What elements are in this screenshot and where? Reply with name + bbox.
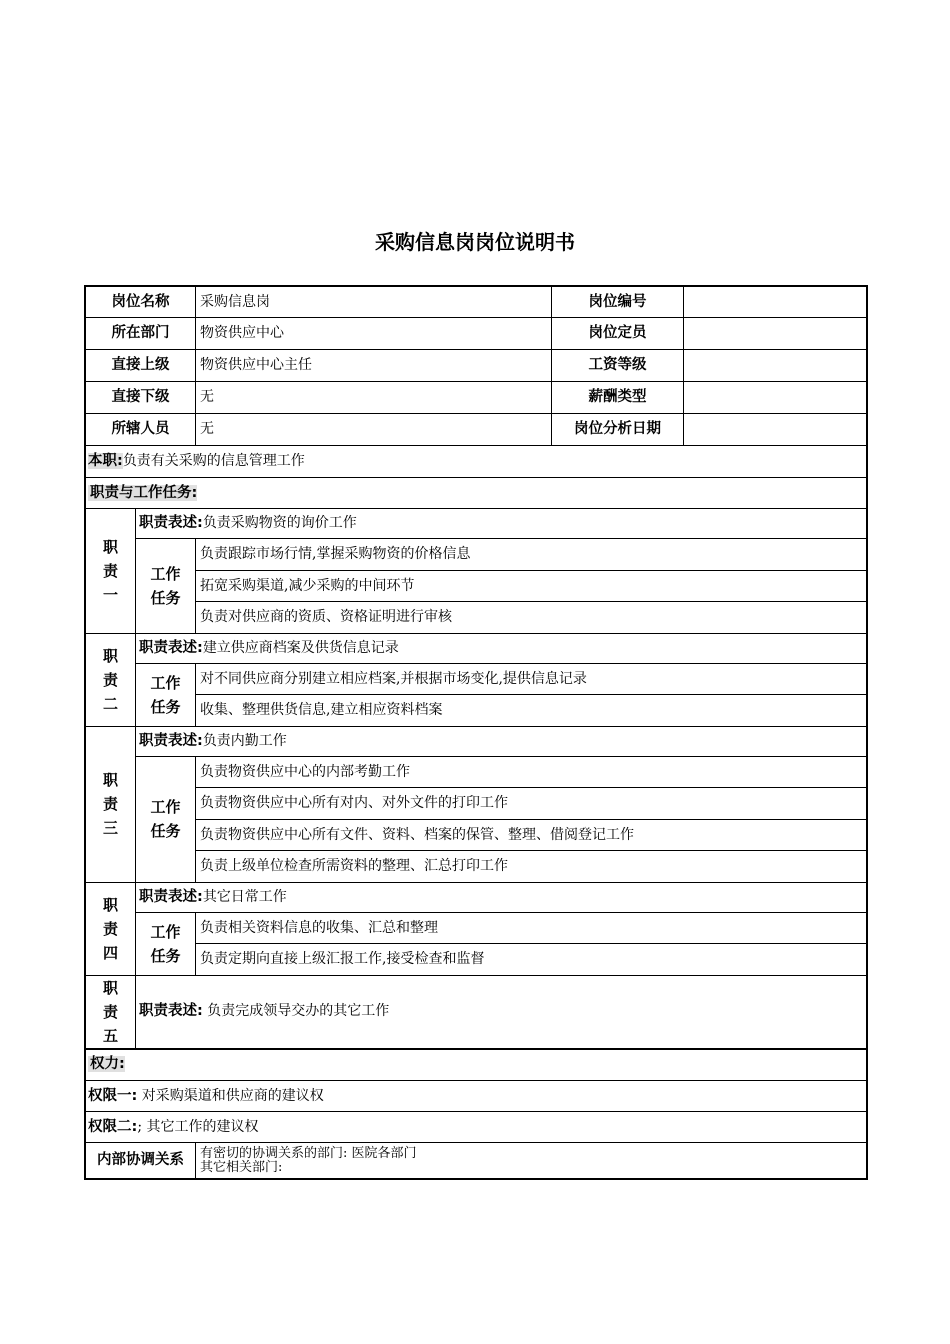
table-row (86, 350, 867, 382)
core-duty-label: 本职: (88, 453, 123, 470)
table-row (86, 819, 867, 851)
task-item: 负责物资供应中心所有对内、对外文件的打印工作 (196, 788, 867, 820)
table-row (86, 663, 867, 695)
table-row (86, 602, 867, 634)
task-label-line: 任务 (150, 822, 181, 840)
table-row (86, 1143, 867, 1179)
table-row (86, 851, 867, 883)
task-label-line: 任务 (150, 946, 181, 965)
power-header-label: 权力: (90, 1056, 125, 1073)
power-header (86, 1049, 867, 1081)
table-row (86, 414, 867, 446)
duty-name-char: 责 (102, 1002, 118, 1021)
duty-description (136, 509, 867, 539)
duty-name (86, 633, 136, 726)
field-label: 所辖人员 (86, 414, 196, 446)
coord-value (196, 1143, 867, 1179)
duty-name-char: 三 (102, 819, 118, 837)
power-label: 权限二: (88, 1118, 138, 1135)
duty-name-char: 责 (102, 919, 118, 938)
page-title: 采购信息岗岗位说明书 (375, 230, 575, 254)
field-value (684, 318, 867, 350)
core-duty (86, 446, 867, 478)
table-row (86, 1049, 867, 1081)
field-value: 采购信息岗 (196, 287, 552, 318)
field-label: 岗位名称 (86, 287, 196, 318)
duty-name-char: 责 (102, 670, 118, 689)
duty-description-label: 职责表述: (139, 1003, 203, 1020)
field-value (684, 350, 867, 382)
field-label: 直接上级 (86, 350, 196, 382)
table-row (86, 287, 867, 318)
task-item: 负责物资供应中心所有文件、资料、档案的保管、整理、借阅登记工作 (196, 819, 867, 851)
field-label: 岗位分析日期 (552, 414, 684, 446)
table-row (86, 726, 867, 756)
duty-description (136, 975, 867, 1049)
table-row (86, 446, 867, 478)
table-row (86, 633, 867, 663)
table-row (86, 882, 867, 912)
field-value: 无 (196, 414, 552, 446)
power-item (86, 1112, 867, 1143)
field-value: 物资供应中心 (196, 318, 552, 350)
field-label: 工资等级 (552, 350, 684, 382)
field-value (684, 382, 867, 414)
task-item: 负责相关资料信息的收集、汇总和整理 (196, 912, 867, 944)
duties-header-label: 职责与工作任务: (90, 484, 198, 501)
power-item (86, 1081, 867, 1112)
duty-name-char: 四 (102, 943, 118, 962)
duties-header (86, 478, 867, 509)
task-item: 负责跟踪市场行情,掌握采购物资的价格信息 (196, 539, 867, 571)
field-label: 所在部门 (86, 318, 196, 350)
task-label-line: 工作 (150, 564, 181, 583)
field-value: 无 (196, 382, 552, 414)
core-duty-text: 负责有关采购的信息管理工作 (122, 453, 305, 470)
task-label-line: 工作 (150, 673, 181, 692)
task-item: 对不同供应商分别建立相应档案,并根据市场变化,提供信息记录 (196, 663, 867, 695)
power-text: ; 其它工作的建议权 (137, 1118, 259, 1135)
duty-name-char: 责 (102, 561, 118, 580)
table-row (86, 756, 867, 788)
duty-name-char: 二 (102, 694, 118, 713)
duty-name (86, 509, 136, 634)
coord-label: 内部协调关系 (86, 1143, 196, 1179)
duty-name-char: 职 (102, 771, 118, 789)
task-item: 负责上级单位检查所需资料的整理、汇总打印工作 (196, 851, 867, 883)
duty-name-char: 五 (102, 1026, 118, 1045)
duty-name-char: 职 (102, 537, 118, 556)
duty-description (136, 633, 867, 663)
table-row (86, 539, 867, 571)
table-row (86, 1112, 867, 1143)
table-row (86, 318, 867, 350)
duty-description-text: 负责采购物资的询价工作 (202, 515, 357, 532)
field-label: 直接下级 (86, 382, 196, 414)
task-label (136, 912, 196, 975)
coord-line: 其它相关部门: (200, 1159, 283, 1175)
task-item: 负责定期向直接上级汇报工作,接受检查和监督 (196, 944, 867, 976)
field-label: 薪酬类型 (552, 382, 684, 414)
table-row (86, 944, 867, 976)
duty-name-char: 职 (102, 646, 118, 665)
duty-name-char: 一 (102, 585, 118, 604)
table-row (86, 570, 867, 602)
table-row (86, 788, 867, 820)
task-item: 负责对供应商的资质、资格证明进行审核 (196, 602, 867, 634)
duty-description-text: 负责内勤工作 (202, 732, 287, 749)
table-row (86, 975, 867, 1049)
field-value (684, 287, 867, 318)
table-row (86, 509, 867, 539)
duty-description-text: 建立供应商档案及供货信息记录 (202, 639, 399, 656)
duty-description-label: 职责表述: (139, 639, 203, 656)
task-label-line: 工作 (150, 798, 181, 816)
task-label (136, 663, 196, 726)
field-value (684, 414, 867, 446)
task-label-line: 工作 (150, 922, 181, 941)
duty-name-char: 责 (102, 795, 118, 813)
duty-name (86, 975, 136, 1049)
duty-description-label: 职责表述: (139, 732, 203, 749)
duty-name (86, 726, 136, 882)
task-label (136, 539, 196, 634)
duty-description-text: 负责完成领导交办的其它工作 (202, 1003, 390, 1020)
coord-line: 有密切的协调关系的部门: 医院各部门 (200, 1145, 417, 1161)
task-item: 拓宽采购渠道,减少采购的中间环节 (196, 570, 867, 602)
field-value: 物资供应中心主任 (196, 350, 552, 382)
power-label: 权限一: (88, 1087, 138, 1104)
duty-description (136, 726, 867, 756)
table-row (86, 912, 867, 944)
job-description-table (85, 286, 867, 1179)
duty-description (136, 882, 867, 912)
duty-description-label: 职责表述: (139, 515, 203, 532)
table-row (86, 1081, 867, 1112)
table-row (86, 695, 867, 727)
duty-name (86, 882, 136, 975)
power-text: 对采购渠道和供应商的建议权 (137, 1087, 324, 1104)
duty-description-label: 职责表述: (139, 888, 203, 905)
duty-description-text: 其它日常工作 (202, 888, 287, 905)
field-label: 岗位定员 (552, 318, 684, 350)
task-item: 负责物资供应中心的内部考勤工作 (196, 756, 867, 788)
task-item: 收集、整理供货信息,建立相应资料档案 (196, 695, 867, 727)
table-row (86, 382, 867, 414)
field-label: 岗位编号 (552, 287, 684, 318)
task-label (136, 756, 196, 882)
duty-name-char: 职 (102, 978, 118, 997)
duty-name-char: 职 (102, 895, 118, 914)
task-label-line: 任务 (150, 588, 181, 607)
table-row (86, 478, 867, 509)
task-label-line: 任务 (150, 697, 181, 716)
